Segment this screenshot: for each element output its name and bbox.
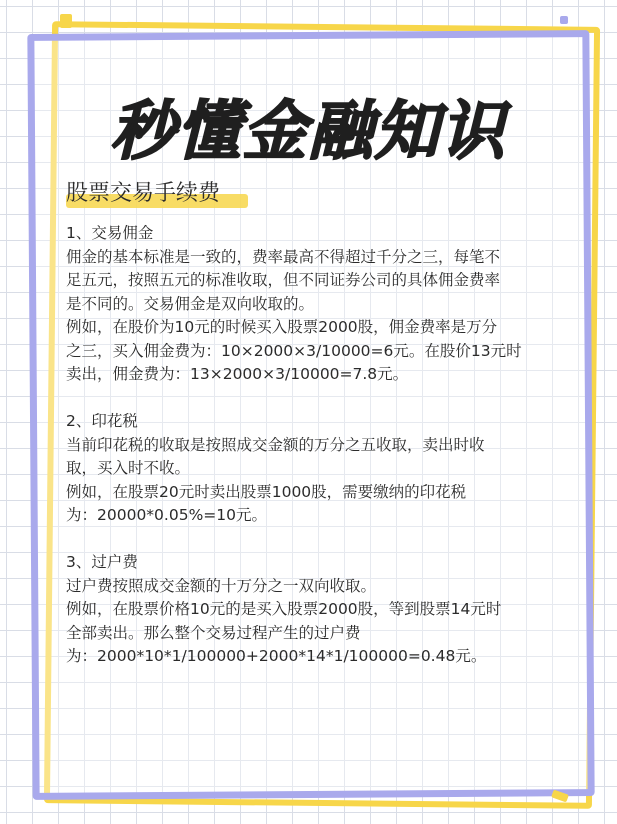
section-heading: 1、交易佣金 xyxy=(66,224,154,242)
section-commission xyxy=(66,222,556,387)
paragraph-line: 过户费按照成交金额的十万分之一双向收取。 xyxy=(66,576,377,595)
section-heading: 3、过户费 xyxy=(66,553,138,571)
paragraph-line: 取，买入时不收。 xyxy=(66,459,191,477)
subtitle: 股票交易手续费 xyxy=(66,181,221,206)
paragraph-line: 佣金的基本标准是一致的，费率最高不得超过千分之三，每笔不 xyxy=(66,247,501,266)
section-heading: 2、印花税 xyxy=(66,412,138,430)
subtitle-block xyxy=(66,176,220,207)
paragraph-line: 卖出，佣金费为：13×2000×3/10000=7.8元。 xyxy=(66,365,409,383)
page-title: 秒懂金融知识 xyxy=(110,95,507,169)
paragraph-line: 为：20000*0.05%=10元。 xyxy=(66,506,268,524)
section-stamp-duty xyxy=(66,410,556,528)
paragraph-line: 为：2000*10*1/100000+2000*14*1/100000=0.48元。 xyxy=(66,647,487,665)
section-transfer-fee xyxy=(66,551,556,669)
paragraph-line: 全部卖出。那么整个交易过程产生的过户费 xyxy=(66,623,361,642)
paragraph-line: 例如，在股价为10元的时候买入股票2000股，佣金费率是万分 xyxy=(66,318,498,336)
paragraph-line: 例如，在股票价格10元的是买入股票2000股，等到股票14元时 xyxy=(66,600,502,618)
paragraph-line: 例如，在股票20元时卖出股票1000股，需要缴纳的印花税 xyxy=(66,482,467,501)
paragraph-line: 足五元，按照五元的标准收取，但不同证券公司的具体佣金费率 xyxy=(66,271,501,289)
paragraph-line: 当前印花税的收取是按照成交金额的万分之五收取，卖出时收 xyxy=(66,435,485,454)
article-body xyxy=(66,222,556,669)
paragraph-line: 是不同的。交易佣金是双向收取的。 xyxy=(66,294,315,313)
paragraph-line: 之三，买入佣金费为：10×2000×3/10000=6元。在股价13元时 xyxy=(66,341,522,360)
yellow-accent-mark xyxy=(60,14,72,28)
purple-accent-mark xyxy=(560,16,568,24)
